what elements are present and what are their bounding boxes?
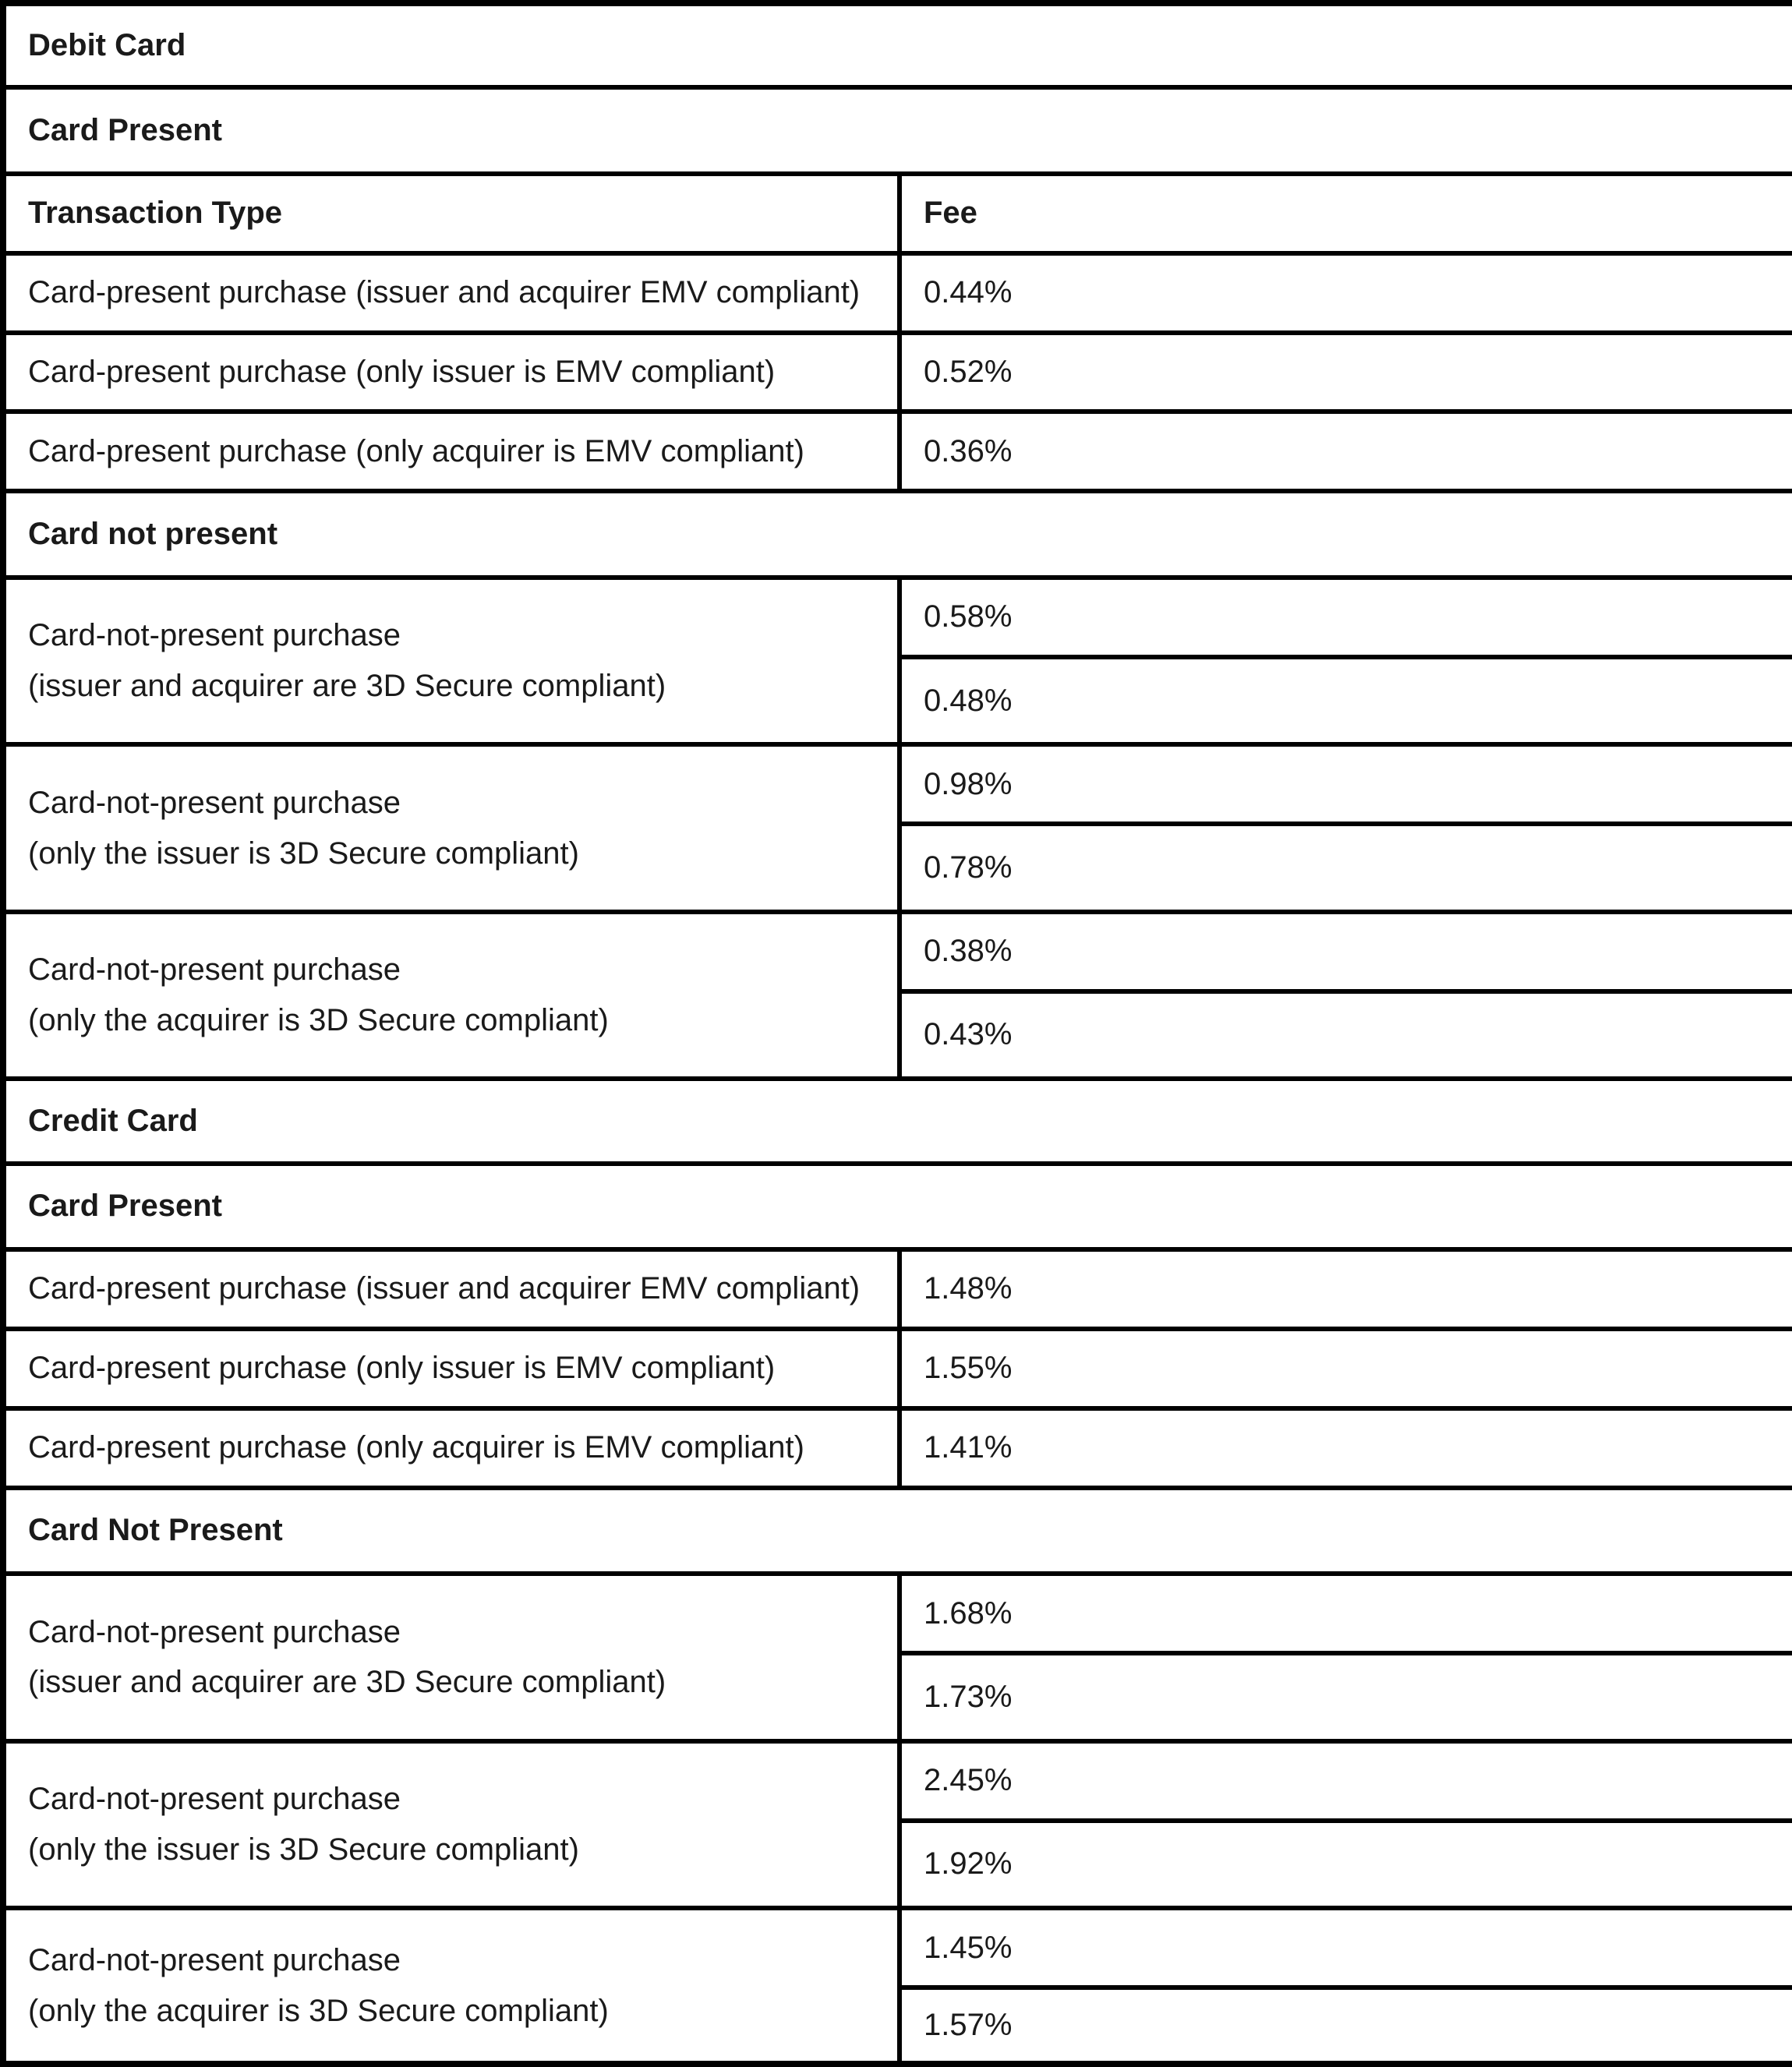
- transaction-type-cell: Card-present purchase (only acquirer is EMV compliant): [3, 412, 900, 491]
- table-row: [3, 1329, 1792, 1408]
- section-header-row-credit: [3, 1079, 1792, 1163]
- transaction-type-line-2: (only the issuer is 3D Secure compliant): [28, 1832, 579, 1867]
- fee-cell: 1.55%: [900, 1329, 1792, 1408]
- subsection-header-row-debit-card-not-present: [3, 491, 1792, 577]
- column-header-transaction-type: Transaction Type: [3, 174, 900, 253]
- fee-cell: 1.48%: [900, 1249, 1792, 1329]
- transaction-type-cell: [3, 1574, 900, 1740]
- fee-cell: 1.92%: [900, 1821, 1792, 1909]
- section-header-row-debit: [3, 3, 1792, 87]
- table-row: [3, 253, 1792, 333]
- section-title-credit-card: Credit Card: [3, 1079, 1792, 1163]
- fee-cell: 0.38%: [900, 912, 1792, 991]
- transaction-type-line-1: Card-not-present purchase: [28, 618, 401, 653]
- transaction-type-cell: Card-present purchase (only acquirer is EMV compliant): [3, 1408, 900, 1488]
- fee-cell: 1.68%: [900, 1574, 1792, 1653]
- table-row: [3, 412, 1792, 491]
- fee-cell: 0.36%: [900, 412, 1792, 491]
- table-row: [3, 1574, 1792, 1653]
- subsection-header-row-debit-card-present: [3, 87, 1792, 173]
- transaction-type-line-2: (only the acquirer is 3D Secure compliant): [28, 1993, 609, 2028]
- table-row: [3, 578, 1792, 657]
- fee-cell: 0.48%: [900, 657, 1792, 745]
- fee-cell: 1.73%: [900, 1653, 1792, 1741]
- table-row: [3, 1741, 1792, 1821]
- fee-cell: 2.45%: [900, 1741, 1792, 1821]
- transaction-type-line-2: (only the acquirer is 3D Secure compliant): [28, 1003, 609, 1037]
- column-header-fee: Fee: [900, 174, 1792, 253]
- transaction-type-line-1: Card-not-present purchase: [28, 1782, 401, 1817]
- transaction-type-cell: Card-present purchase (only issuer is EMV compliant): [3, 1329, 900, 1408]
- fee-cell: 1.41%: [900, 1408, 1792, 1488]
- transaction-type-cell: [3, 578, 900, 744]
- fee-cell: 0.44%: [900, 253, 1792, 333]
- table-row: [3, 744, 1792, 824]
- subsection-title-card-not-present: Card Not Present: [3, 1488, 1792, 1574]
- transaction-type-cell: Card-present purchase (issuer and acquirer EMV compliant): [3, 1249, 900, 1329]
- table-row: [3, 333, 1792, 412]
- subsection-title-card-present: Card Present: [3, 87, 1792, 173]
- section-title-debit-card: Debit Card: [3, 3, 1792, 87]
- transaction-type-line-2: (issuer and acquirer are 3D Secure compliant): [28, 1665, 666, 1700]
- transaction-type-line-2: (only the issuer is 3D Secure compliant): [28, 836, 579, 871]
- transaction-type-line-1: Card-not-present purchase: [28, 785, 401, 820]
- transaction-type-line-1: Card-not-present purchase: [28, 1614, 401, 1649]
- transaction-type-cell: [3, 1908, 900, 2064]
- fee-cell: 0.43%: [900, 991, 1792, 1079]
- subsection-title-card-present: Card Present: [3, 1164, 1792, 1249]
- transaction-type-line-1: Card-not-present purchase: [28, 1942, 401, 1977]
- transaction-type-line-2: (issuer and acquirer are 3D Secure compliant): [28, 669, 666, 704]
- fee-cell: 0.98%: [900, 744, 1792, 824]
- column-header-row: [3, 174, 1792, 253]
- fee-cell: 0.52%: [900, 333, 1792, 412]
- fee-cell: 1.57%: [900, 1988, 1792, 2064]
- fee-cell: 0.78%: [900, 824, 1792, 912]
- transaction-type-cell: Card-present purchase (issuer and acquirer EMV compliant): [3, 253, 900, 333]
- table-row: [3, 1908, 1792, 1988]
- table-row: [3, 1249, 1792, 1329]
- subsection-header-row-credit-card-not-present: [3, 1488, 1792, 1574]
- fee-cell: 0.58%: [900, 578, 1792, 657]
- subsection-title-card-not-present: Card not present: [3, 491, 1792, 577]
- table-row: [3, 1408, 1792, 1488]
- subsection-header-row-credit-card-present: [3, 1164, 1792, 1249]
- table-row: [3, 912, 1792, 991]
- transaction-type-cell: Card-present purchase (only issuer is EMV compliant): [3, 333, 900, 412]
- fee-cell: 1.45%: [900, 1908, 1792, 1988]
- transaction-type-cell: [3, 744, 900, 911]
- transaction-type-line-1: Card-not-present purchase: [28, 952, 401, 988]
- transaction-type-cell: [3, 912, 900, 1079]
- transaction-type-cell: [3, 1741, 900, 1908]
